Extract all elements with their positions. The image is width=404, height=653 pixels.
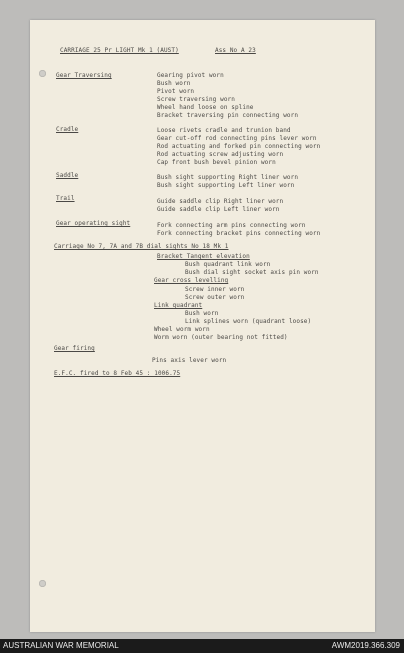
section-label-trail: Trail — [56, 195, 75, 202]
list-item: Guide saddle clip Left liner worn — [157, 206, 280, 213]
list-item: Bush quadrant link worn — [185, 261, 271, 268]
section-label-carriage-dial-sights: Carriage No 7, 7A and 7B dial sights No 18 Mk 1 — [54, 243, 229, 250]
efc-total: E.F.C. fired to 8 Feb 45 : 1006.75 — [54, 370, 181, 377]
list-item: Loose rivets cradle and trunion band — [157, 127, 291, 134]
section-label-cradle: Cradle — [56, 126, 79, 133]
list-item: Rod actuating screw adjusting worn — [157, 151, 284, 158]
list-item: Link splines worn (quadrant loose) — [185, 318, 312, 325]
list-item: Pins axis lever worn — [152, 357, 227, 364]
list-item: Screw inner worn — [185, 286, 245, 293]
section-label-saddle: Saddle — [56, 172, 79, 179]
list-item: Fork connecting bracket pins connecting worn — [157, 230, 321, 237]
list-item: Bush sight supporting Right liner worn — [157, 174, 299, 181]
subsection-link-quadrant: Link quadrant — [154, 302, 203, 309]
punch-hole — [39, 580, 46, 587]
list-item: Bush worn — [157, 80, 191, 87]
subsection-gear-cross-levelling: Gear cross levelling — [154, 277, 229, 284]
document-heading: CARRIAGE 25 Pr LIGHT Mk 1 (AUST) — [60, 47, 179, 54]
document-reference: Ass No A 23 — [215, 47, 256, 54]
section-label-gear-firing: Gear firing — [54, 345, 95, 352]
list-item: Bush worn — [185, 310, 219, 317]
list-item: Gearing pivot worn — [157, 72, 224, 79]
punch-hole — [39, 70, 46, 77]
list-item: Pivot worn — [157, 88, 195, 95]
document-page — [30, 20, 375, 632]
list-item: Wheel worm worn — [154, 326, 210, 333]
section-label-gear-traversing: Gear Traversing — [56, 72, 112, 79]
list-item: Bush sight supporting Left liner worn — [157, 182, 295, 189]
list-item: Cap front bush bevel pinion worn — [157, 159, 276, 166]
list-item: Rod actuating and forked pin connecting worn — [157, 143, 321, 150]
list-item: Screw outer worn — [185, 294, 245, 301]
list-item: Gear cut-off rod connecting pins lever worn — [157, 135, 317, 142]
footer-institution: AUSTRALIAN WAR MEMORIAL — [3, 641, 119, 650]
list-item: Fork connecting arm pins connecting worn — [157, 222, 306, 229]
subsection-bracket-tangent: Bracket Tangent elevation — [157, 253, 250, 260]
section-label-gear-operating-sight: Gear operating sight — [56, 220, 131, 227]
footer-accession-number: AWM2019.366.309 — [331, 641, 400, 650]
list-item: Worm worn (outer bearing not fitted) — [154, 334, 288, 341]
footer-bar — [0, 639, 404, 653]
list-item: Bush dial sight socket axis pin worn — [185, 269, 319, 276]
list-item: Guide saddle clip Right liner worn — [157, 198, 284, 205]
list-item: Wheel hand loose on spline — [157, 104, 254, 111]
list-item: Bracket traversing pin connecting worn — [157, 112, 299, 119]
list-item: Screw traversing worn — [157, 96, 235, 103]
